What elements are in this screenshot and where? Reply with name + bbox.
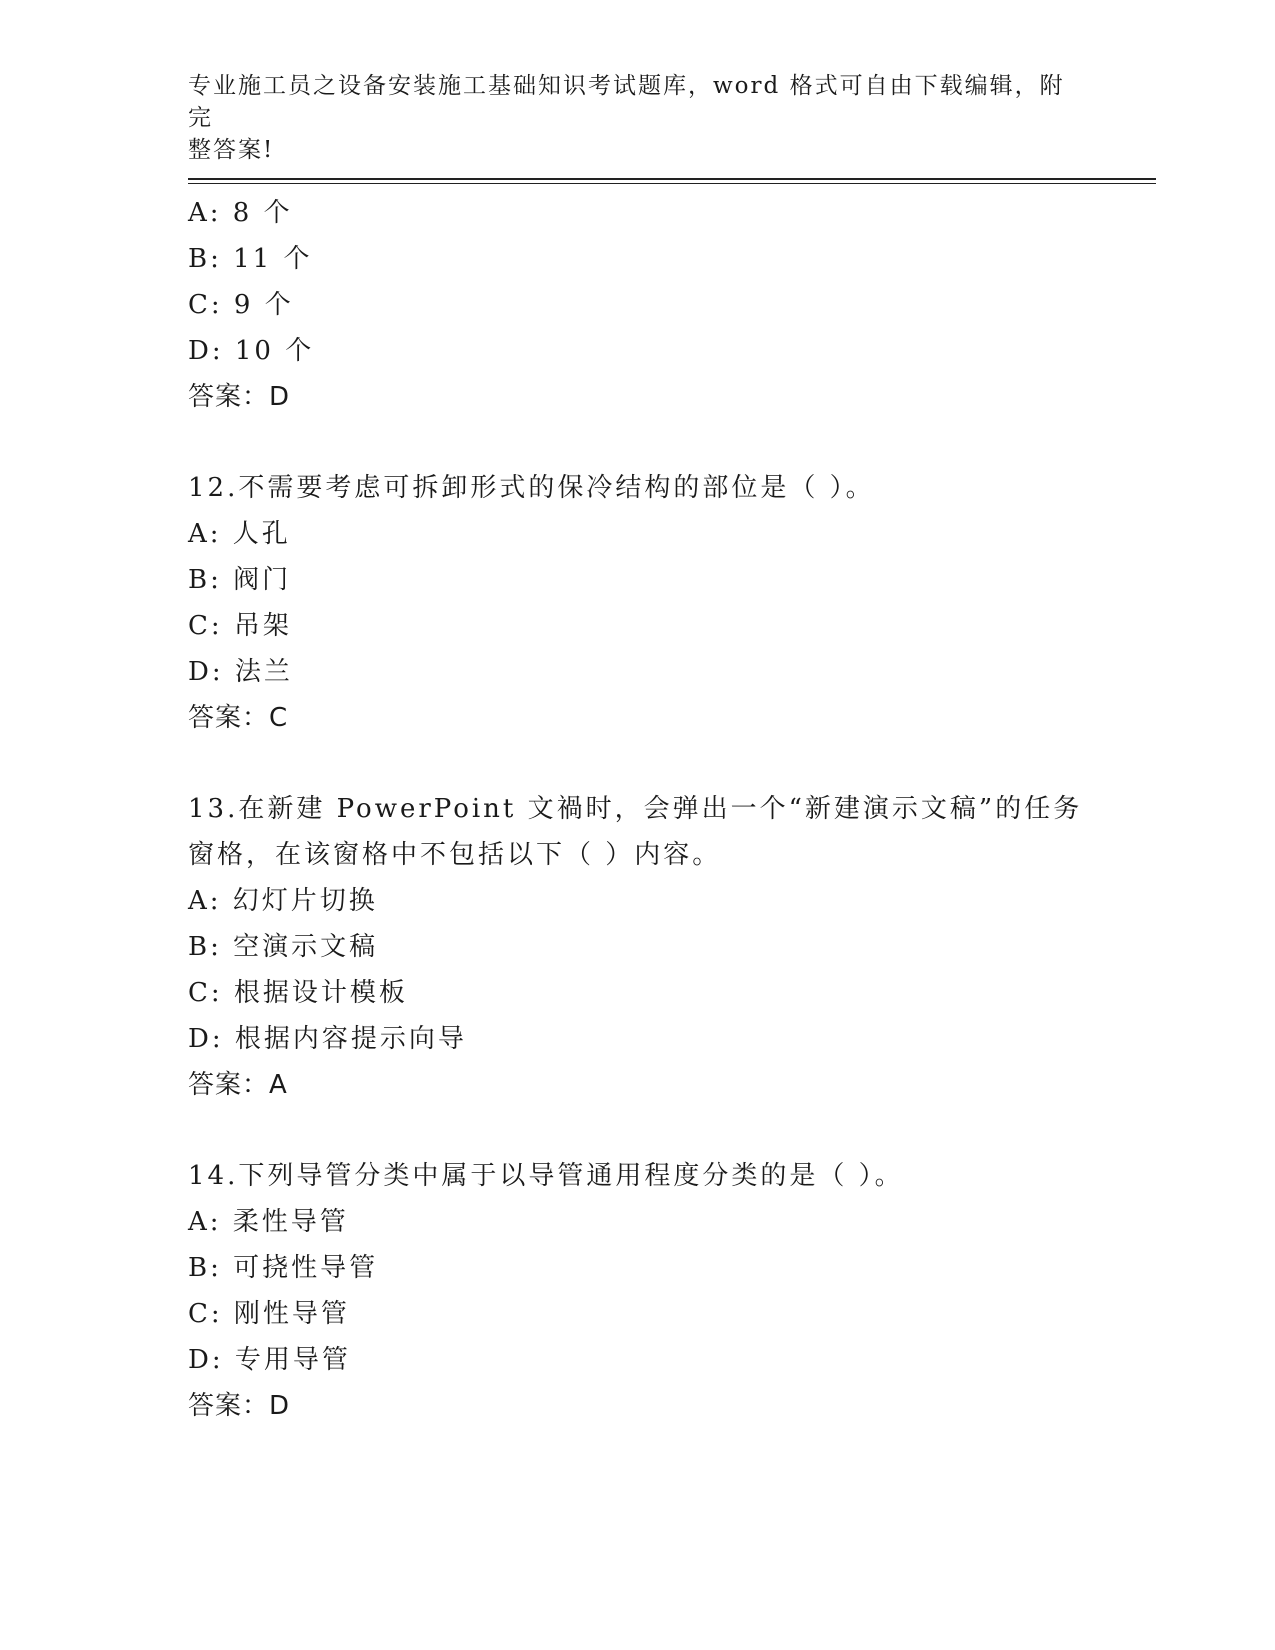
answer: 答案：A [188, 1070, 288, 1100]
option-c: C: 吊架 [188, 611, 292, 641]
document-header [188, 70, 1068, 166]
question-14 [188, 1153, 1108, 1429]
header-line-2: 整答案! [188, 137, 275, 163]
answer: 答案：D [188, 382, 291, 412]
option-d: D: 专用导管 [188, 1345, 351, 1375]
option-b: B: 阀门 [188, 565, 292, 595]
question-text-line-1: 13.在新建 PowerPoint 文禍时，会弹出一个“新建演示文稿”的任务 [188, 794, 1083, 824]
option-c: C: 根据设计模板 [188, 978, 408, 1008]
option-c: C: 9 个 [188, 290, 294, 320]
option-b: B: 空演示文稿 [188, 932, 379, 962]
question-text-line-2: 窗格，在该窗格中不包括以下（ ）内容。 [188, 840, 722, 870]
spacer [188, 741, 1108, 786]
option-d: D: 10 个 [188, 336, 315, 366]
spacer [188, 420, 1108, 465]
question-11 [188, 190, 1108, 420]
spacer [188, 1108, 1108, 1153]
answer: 答案：C [188, 703, 289, 733]
question-12 [188, 465, 1108, 741]
option-d: D: 根据内容提示向导 [188, 1024, 467, 1054]
option-a: A: 柔性导管 [188, 1207, 349, 1237]
option-a: A: 人孔 [188, 519, 291, 549]
question-text: 14.下列导管分类中属于以导管通用程度分类的是（ ）。 [188, 1161, 904, 1191]
option-b: B: 11 个 [188, 244, 313, 274]
option-a: A: 幻灯片切换 [188, 886, 378, 916]
option-c: C: 刚性导管 [188, 1299, 350, 1329]
header-line-1: 专业施工员之设备安装施工基础知识考试题库，word 格式可自由下载编辑，附完 [188, 73, 1065, 131]
question-text: 12.不需要考虑可拆卸形式的保冷结构的部位是（ ）。 [188, 473, 875, 503]
option-b: B: 可挠性导管 [188, 1253, 379, 1283]
header-divider-top [188, 178, 1156, 180]
option-a: A: 8 个 [188, 198, 293, 228]
answer: 答案：D [188, 1391, 291, 1421]
option-d: D: 法兰 [188, 657, 293, 687]
question-13 [188, 786, 1108, 1108]
question-list [188, 190, 1108, 1429]
header-divider-bottom [188, 183, 1156, 184]
